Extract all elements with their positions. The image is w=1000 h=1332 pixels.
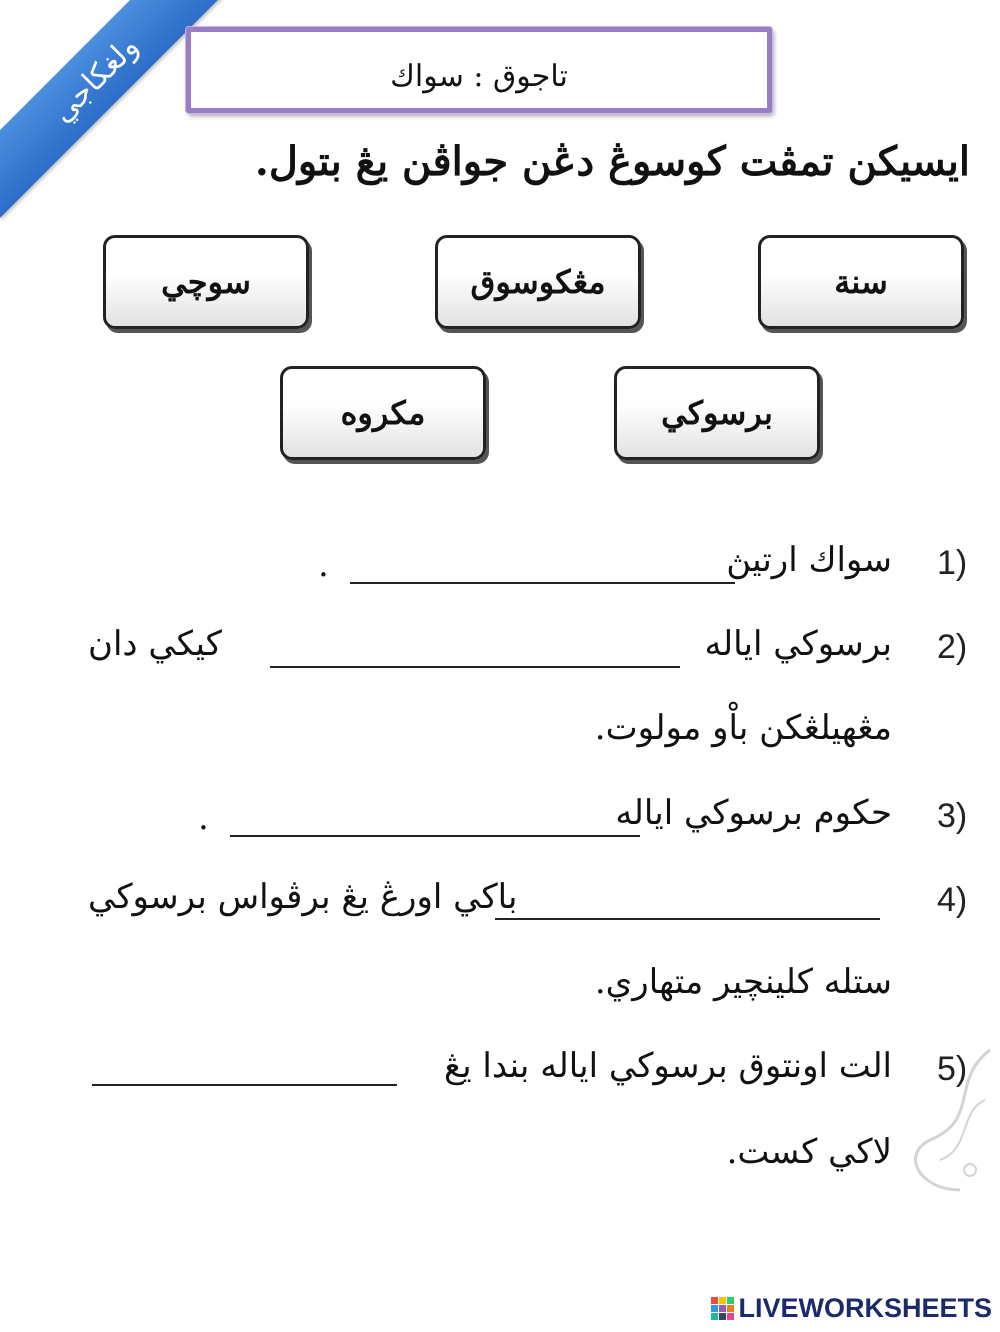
instruction-text: ايسيكن تمڤت كوسوڠ دڠن جواڤن يڠ بتول. xyxy=(254,138,970,185)
brand-name: LIVEWORKSHEETS xyxy=(738,1293,992,1323)
word-box-makruh[interactable]: مكروه xyxy=(280,366,486,460)
question-number: 3) xyxy=(937,797,968,835)
title-box xyxy=(186,27,772,113)
question-3-end: . xyxy=(198,798,209,838)
corner-label: ولغكاجي xyxy=(0,0,234,218)
decorative-flourish-icon xyxy=(890,1040,1000,1200)
answer-blank-5[interactable] xyxy=(92,1084,397,1086)
question-2-text-c: مڠهيلڠكن باْو مولوت. xyxy=(594,708,892,748)
logo-square xyxy=(727,1297,734,1304)
liveworksheets-logo-icon xyxy=(711,1297,734,1320)
question-5-text-a: الت اونتوق برسوكي اياله بندا يڠ xyxy=(444,1046,892,1086)
word-box-menggosok[interactable]: مڠكوسوق xyxy=(435,235,641,329)
answer-blank-4[interactable] xyxy=(495,918,880,920)
question-5-text-c: لاكي كست. xyxy=(726,1132,892,1172)
question-1-text: سواك ارتيڽ xyxy=(726,540,892,580)
word-box-bersugi[interactable]: برسوكي xyxy=(614,366,820,460)
question-number: 2) xyxy=(937,628,968,666)
answer-blank-2[interactable] xyxy=(270,666,680,668)
logo-square xyxy=(727,1305,734,1312)
question-number: 1) xyxy=(937,544,968,582)
answer-blank-3[interactable] xyxy=(230,835,640,837)
worksheet-title: تاجوق : سواك xyxy=(390,58,568,94)
logo-square xyxy=(719,1297,726,1304)
question-2-text-b: كيكي دان xyxy=(88,624,222,664)
question-1-end: . xyxy=(318,545,329,585)
logo-square xyxy=(719,1305,726,1312)
question-number: 5) xyxy=(937,1050,968,1088)
question-3-text: حكوم برسوكي اياله xyxy=(615,793,892,833)
question-4-text-a: باكي اورڠ يڠ برڤواس برسوكي xyxy=(88,877,518,917)
logo-square xyxy=(727,1313,734,1320)
question-2-text-a: برسوكي اياله xyxy=(704,624,892,664)
word-box-suci[interactable]: سوچي xyxy=(103,235,309,329)
question-number: 4) xyxy=(937,881,968,919)
word-box-sunnah[interactable]: سنة xyxy=(758,235,964,329)
logo-square xyxy=(719,1313,726,1320)
question-4-text-c: ستله كلينچير متهاري. xyxy=(594,962,892,1002)
answer-blank-1[interactable] xyxy=(350,582,735,584)
liveworksheets-brand xyxy=(711,1293,992,1324)
logo-square xyxy=(711,1313,718,1320)
logo-square xyxy=(711,1305,718,1312)
logo-square xyxy=(711,1297,718,1304)
